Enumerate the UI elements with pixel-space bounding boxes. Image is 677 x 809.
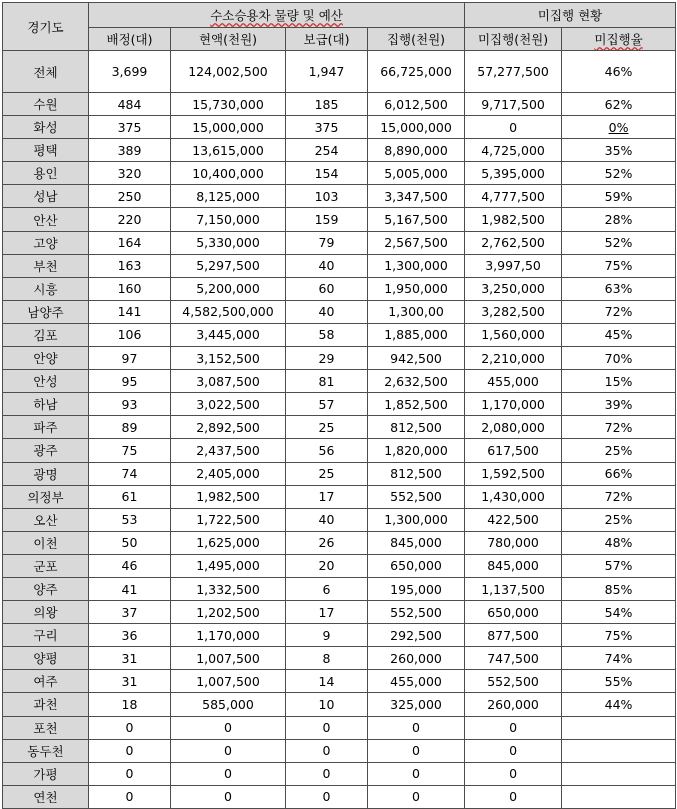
supplied-cell: 9 (286, 624, 368, 647)
supplied-cell: 14 (286, 670, 368, 693)
executed-cell: 812,500 (368, 416, 465, 439)
rate-cell (562, 739, 676, 762)
col-header-budget: 현액(천원) (171, 28, 286, 51)
budget-cell: 0 (171, 762, 286, 785)
allocated-cell: 37 (89, 601, 171, 624)
supplied-cell: 159 (286, 208, 368, 231)
unexecuted-cell: 3,250,000 (465, 277, 562, 300)
supplied-cell: 25 (286, 462, 368, 485)
table-row (3, 716, 676, 739)
table-row (3, 462, 676, 485)
table-row (3, 647, 676, 670)
budget-cell: 5,297,500 (171, 254, 286, 277)
unexecuted-cell: 0 (465, 785, 562, 808)
budget-cell: 1,722,500 (171, 508, 286, 531)
executed-cell: 5,167,500 (368, 208, 465, 231)
unexecuted-cell: 422,500 (465, 508, 562, 531)
region-name-cell: 안산 (3, 208, 89, 231)
supplied-cell: 26 (286, 531, 368, 554)
table-row (3, 185, 676, 208)
supplied-cell: 0 (286, 739, 368, 762)
executed-cell: 2,567,500 (368, 231, 465, 254)
total-supplied-cell: 1,947 (286, 51, 368, 93)
executed-cell: 552,500 (368, 485, 465, 508)
allocated-cell: 61 (89, 485, 171, 508)
supplied-cell: 60 (286, 277, 368, 300)
rate-cell: 48% (562, 531, 676, 554)
region-name-cell: 고양 (3, 231, 89, 254)
executed-cell: 195,000 (368, 577, 465, 600)
executed-cell: 3,347,500 (368, 185, 465, 208)
budget-cell: 1,007,500 (171, 647, 286, 670)
table-row (3, 393, 676, 416)
unexecuted-cell: 260,000 (465, 693, 562, 716)
budget-cell: 1,982,500 (171, 485, 286, 508)
rate-cell: 39% (562, 393, 676, 416)
unexecuted-cell: 617,500 (465, 439, 562, 462)
allocated-cell: 220 (89, 208, 171, 231)
supplied-cell: 375 (286, 116, 368, 139)
budget-group-label: 수소승용차 물량 및 예산 (210, 8, 343, 23)
allocated-cell: 89 (89, 416, 171, 439)
header-row-1 (3, 3, 676, 28)
allocated-cell: 375 (89, 116, 171, 139)
table-row (3, 601, 676, 624)
budget-cell: 7,150,000 (171, 208, 286, 231)
unexecuted-cell: 1,592,500 (465, 462, 562, 485)
region-name-cell: 양평 (3, 647, 89, 670)
allocated-cell: 0 (89, 785, 171, 808)
unexecuted-cell: 877,500 (465, 624, 562, 647)
region-name-cell: 하남 (3, 393, 89, 416)
unexecuted-cell: 1,430,000 (465, 485, 562, 508)
budget-cell: 0 (171, 739, 286, 762)
budget-cell: 0 (171, 716, 286, 739)
region-name-cell: 이천 (3, 531, 89, 554)
allocated-cell: 75 (89, 439, 171, 462)
budget-cell: 8,125,000 (171, 185, 286, 208)
executed-cell: 1,820,000 (368, 439, 465, 462)
rate-cell: 35% (562, 139, 676, 162)
table-row (3, 762, 676, 785)
rate-cell (562, 116, 676, 139)
table-row (3, 785, 676, 808)
rate-cell-text: 0% (608, 119, 629, 135)
table-row (3, 139, 676, 162)
table-row (3, 670, 676, 693)
budget-cell: 1,007,500 (171, 670, 286, 693)
allocated-cell: 0 (89, 716, 171, 739)
rate-cell: 72% (562, 485, 676, 508)
budget-cell: 3,087,500 (171, 370, 286, 393)
rate-cell: 52% (562, 162, 676, 185)
supplied-cell: 29 (286, 347, 368, 370)
supplied-cell: 58 (286, 323, 368, 346)
region-name-cell: 용인 (3, 162, 89, 185)
region-name-cell: 평택 (3, 139, 89, 162)
region-name-cell: 의정부 (3, 485, 89, 508)
allocated-cell: 389 (89, 139, 171, 162)
executed-cell: 1,300,000 (368, 508, 465, 531)
supplied-cell: 0 (286, 762, 368, 785)
budget-cell: 0 (171, 785, 286, 808)
table-row (3, 508, 676, 531)
budget-group-header (89, 3, 465, 28)
supplied-cell: 254 (286, 139, 368, 162)
rate-cell: 74% (562, 647, 676, 670)
unexecuted-cell: 747,500 (465, 647, 562, 670)
table-row (3, 439, 676, 462)
table-row (3, 577, 676, 600)
region-name-cell: 동두천 (3, 739, 89, 762)
region-name-cell: 연천 (3, 785, 89, 808)
region-name-cell: 남양주 (3, 300, 89, 323)
unexecuted-group-header: 미집행 현황 (465, 3, 676, 28)
unexecuted-cell: 552,500 (465, 670, 562, 693)
table-row (3, 254, 676, 277)
supplied-cell: 8 (286, 647, 368, 670)
budget-cell: 2,405,000 (171, 462, 286, 485)
allocated-cell: 50 (89, 531, 171, 554)
region-name-cell: 부천 (3, 254, 89, 277)
unexecuted-cell: 0 (465, 739, 562, 762)
allocated-cell: 484 (89, 93, 171, 116)
unexecuted-cell: 455,000 (465, 370, 562, 393)
unexecuted-cell: 1,170,000 (465, 393, 562, 416)
header-row-2 (3, 28, 676, 51)
allocated-cell: 41 (89, 577, 171, 600)
rate-cell: 59% (562, 185, 676, 208)
executed-cell: 1,300,000 (368, 254, 465, 277)
budget-cell: 1,170,000 (171, 624, 286, 647)
budget-cell: 15,730,000 (171, 93, 286, 116)
executed-cell: 6,012,500 (368, 93, 465, 116)
executed-cell: 650,000 (368, 554, 465, 577)
col-header-allocated: 배정(대) (89, 28, 171, 51)
budget-cell: 585,000 (171, 693, 286, 716)
rate-cell: 55% (562, 670, 676, 693)
table-row (3, 347, 676, 370)
region-name-cell: 김포 (3, 323, 89, 346)
rate-cell: 28% (562, 208, 676, 231)
hydrogen-car-budget-table (2, 2, 676, 809)
rate-cell: 44% (562, 693, 676, 716)
rate-cell: 70% (562, 347, 676, 370)
allocated-cell: 95 (89, 370, 171, 393)
total-rate-cell: 46% (562, 51, 676, 93)
budget-cell: 4,582,500,000 (171, 300, 286, 323)
rate-cell (562, 762, 676, 785)
supplied-cell: 20 (286, 554, 368, 577)
supplied-cell: 81 (286, 370, 368, 393)
rate-cell: 75% (562, 624, 676, 647)
executed-cell: 2,632,500 (368, 370, 465, 393)
executed-cell: 552,500 (368, 601, 465, 624)
unexecuted-cell: 2,080,000 (465, 416, 562, 439)
region-name-cell: 오산 (3, 508, 89, 531)
unexecuted-cell: 0 (465, 762, 562, 785)
rate-cell: 72% (562, 416, 676, 439)
rate-cell: 45% (562, 323, 676, 346)
supplied-cell: 185 (286, 93, 368, 116)
region-name-cell: 가평 (3, 762, 89, 785)
executed-cell: 1,885,000 (368, 323, 465, 346)
budget-cell: 10,400,000 (171, 162, 286, 185)
unexecuted-cell: 3,997,50 (465, 254, 562, 277)
rate-cell: 66% (562, 462, 676, 485)
executed-cell: 942,500 (368, 347, 465, 370)
region-name-cell: 광명 (3, 462, 89, 485)
executed-cell: 845,000 (368, 531, 465, 554)
budget-cell: 5,200,000 (171, 277, 286, 300)
table-row (3, 323, 676, 346)
unexecuted-cell: 780,000 (465, 531, 562, 554)
region-name-cell: 광주 (3, 439, 89, 462)
allocated-cell: 106 (89, 323, 171, 346)
supplied-cell: 0 (286, 785, 368, 808)
col-header-unexecuted-rate (562, 28, 676, 51)
region-name-cell: 구리 (3, 624, 89, 647)
allocated-cell: 97 (89, 347, 171, 370)
executed-cell: 0 (368, 762, 465, 785)
supplied-cell: 6 (286, 577, 368, 600)
table-row (3, 231, 676, 254)
executed-cell: 15,000,000 (368, 116, 465, 139)
region-name-cell: 의왕 (3, 601, 89, 624)
allocated-cell: 250 (89, 185, 171, 208)
rate-cell: 72% (562, 300, 676, 323)
supplied-cell: 0 (286, 716, 368, 739)
executed-cell: 0 (368, 739, 465, 762)
table-row (3, 624, 676, 647)
region-name-cell: 군포 (3, 554, 89, 577)
allocated-cell: 164 (89, 231, 171, 254)
supplied-cell: 17 (286, 601, 368, 624)
allocated-cell: 18 (89, 693, 171, 716)
supplied-cell: 40 (286, 254, 368, 277)
rate-cell (562, 785, 676, 808)
rate-cell: 25% (562, 508, 676, 531)
executed-cell: 325,000 (368, 693, 465, 716)
col-header-executed: 집행(천원) (368, 28, 465, 51)
supplied-cell: 17 (286, 485, 368, 508)
table-row (3, 370, 676, 393)
executed-cell: 0 (368, 785, 465, 808)
budget-cell: 1,202,500 (171, 601, 286, 624)
region-name-cell: 안양 (3, 347, 89, 370)
unexecuted-cell: 5,395,000 (465, 162, 562, 185)
rate-cell: 15% (562, 370, 676, 393)
unexecuted-cell: 3,282,500 (465, 300, 562, 323)
supplied-cell: 40 (286, 300, 368, 323)
unexecuted-cell: 1,982,500 (465, 208, 562, 231)
region-name-cell: 포천 (3, 716, 89, 739)
table-row (3, 416, 676, 439)
unexecuted-cell: 845,000 (465, 554, 562, 577)
allocated-cell: 0 (89, 739, 171, 762)
rate-cell: 62% (562, 93, 676, 116)
col-header-unexecuted-rate-label: 미집행율 (594, 32, 643, 47)
total-budget-cell: 124,002,500 (171, 51, 286, 93)
allocated-cell: 74 (89, 462, 171, 485)
supplied-cell: 154 (286, 162, 368, 185)
rate-cell: 25% (562, 439, 676, 462)
rate-cell: 85% (562, 577, 676, 600)
col-header-supplied: 보급(대) (286, 28, 368, 51)
region-name-cell: 과천 (3, 693, 89, 716)
supplied-cell: 56 (286, 439, 368, 462)
rate-cell: 63% (562, 277, 676, 300)
total-name-cell: 전체 (3, 51, 89, 93)
unexecuted-cell: 9,717,500 (465, 93, 562, 116)
executed-cell: 0 (368, 716, 465, 739)
unexecuted-cell: 1,137,500 (465, 577, 562, 600)
budget-cell: 1,495,000 (171, 554, 286, 577)
allocated-cell: 163 (89, 254, 171, 277)
supplied-cell: 79 (286, 231, 368, 254)
allocated-cell: 46 (89, 554, 171, 577)
budget-cell: 2,892,500 (171, 416, 286, 439)
unexecuted-cell: 0 (465, 116, 562, 139)
col-header-unexecuted: 미집행(천원) (465, 28, 562, 51)
allocated-cell: 53 (89, 508, 171, 531)
unexecuted-cell: 0 (465, 716, 562, 739)
executed-cell: 260,000 (368, 647, 465, 670)
table-row (3, 93, 676, 116)
unexecuted-cell: 4,777,500 (465, 185, 562, 208)
region-name-cell: 성남 (3, 185, 89, 208)
budget-cell: 3,445,000 (171, 323, 286, 346)
unexecuted-cell: 2,762,500 (465, 231, 562, 254)
budget-cell: 2,437,500 (171, 439, 286, 462)
table-row (3, 485, 676, 508)
executed-cell: 812,500 (368, 462, 465, 485)
budget-cell: 15,000,000 (171, 116, 286, 139)
executed-cell: 1,852,500 (368, 393, 465, 416)
region-name-cell: 수원 (3, 93, 89, 116)
table-row (3, 116, 676, 139)
budget-cell: 3,152,500 (171, 347, 286, 370)
allocated-cell: 141 (89, 300, 171, 323)
budget-cell: 5,330,000 (171, 231, 286, 254)
total-unexecuted-cell: 57,277,500 (465, 51, 562, 93)
table-row (3, 554, 676, 577)
region-name-cell: 시흥 (3, 277, 89, 300)
executed-cell: 455,000 (368, 670, 465, 693)
region-name-cell: 파주 (3, 416, 89, 439)
allocated-cell: 31 (89, 670, 171, 693)
supplied-cell: 10 (286, 693, 368, 716)
total-executed-cell: 66,725,000 (368, 51, 465, 93)
table-row (3, 531, 676, 554)
executed-cell: 8,890,000 (368, 139, 465, 162)
unexecuted-cell: 4,725,000 (465, 139, 562, 162)
executed-cell: 1,950,000 (368, 277, 465, 300)
budget-cell: 1,625,000 (171, 531, 286, 554)
table-row (3, 162, 676, 185)
total-allocated-cell: 3,699 (89, 51, 171, 93)
supplied-cell: 40 (286, 508, 368, 531)
table-row (3, 208, 676, 231)
supplied-cell: 25 (286, 416, 368, 439)
rate-cell: 57% (562, 554, 676, 577)
unexecuted-cell: 1,560,000 (465, 323, 562, 346)
executed-cell: 292,500 (368, 624, 465, 647)
unexecuted-cell: 2,210,000 (465, 347, 562, 370)
region-name-cell: 양주 (3, 577, 89, 600)
table-row (3, 300, 676, 323)
unexecuted-cell: 650,000 (465, 601, 562, 624)
supplied-cell: 103 (286, 185, 368, 208)
region-name-cell: 안성 (3, 370, 89, 393)
executed-cell: 1,300,00 (368, 300, 465, 323)
budget-cell: 13,615,000 (171, 139, 286, 162)
region-name-cell: 화성 (3, 116, 89, 139)
allocated-cell: 0 (89, 762, 171, 785)
table-row (3, 693, 676, 716)
allocated-cell: 320 (89, 162, 171, 185)
rate-cell (562, 716, 676, 739)
table-row (3, 739, 676, 762)
rate-cell: 75% (562, 254, 676, 277)
budget-cell: 1,332,500 (171, 577, 286, 600)
region-name-cell: 여주 (3, 670, 89, 693)
allocated-cell: 93 (89, 393, 171, 416)
region-header: 경기도 (3, 3, 89, 51)
total-row (3, 51, 676, 93)
budget-cell: 3,022,500 (171, 393, 286, 416)
table-row (3, 277, 676, 300)
executed-cell: 5,005,000 (368, 162, 465, 185)
rate-cell: 54% (562, 601, 676, 624)
allocated-cell: 36 (89, 624, 171, 647)
allocated-cell: 160 (89, 277, 171, 300)
rate-cell: 52% (562, 231, 676, 254)
supplied-cell: 57 (286, 393, 368, 416)
allocated-cell: 31 (89, 647, 171, 670)
